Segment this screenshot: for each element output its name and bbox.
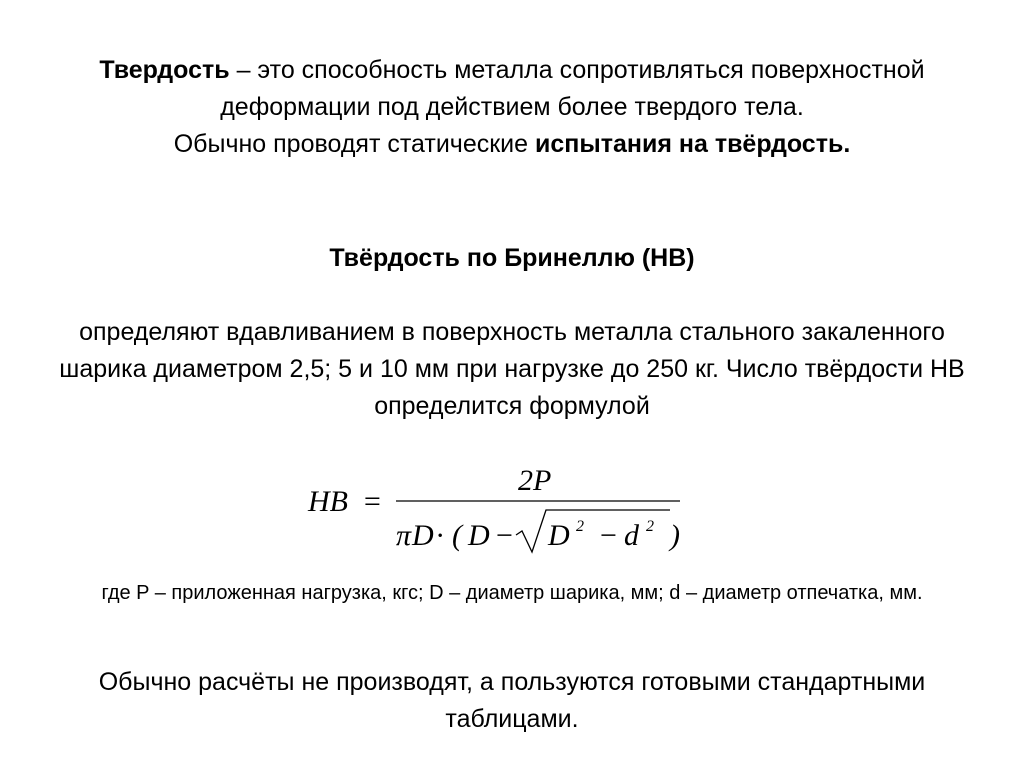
formula-lhs: HB [308, 485, 348, 518]
formula-D3: D [548, 519, 570, 552]
formula-close-paren: ) [670, 519, 680, 552]
brinell-heading: Твёрдость по Бринеллю (HB) [329, 244, 695, 272]
brinell-formula [300, 455, 700, 563]
formula-D1: D [412, 519, 434, 552]
hardness-definition: – это способность металла сопротивляться поверхностной деформации под действием более твердого тела. [220, 56, 925, 121]
intro-paragraph [40, 52, 984, 163]
formula-exp1: 2 [576, 518, 584, 535]
formula-legend: где P – приложенная нагрузка, кгс; D – диаметр шарика, мм; d – диаметр отпечатка, мм. [101, 582, 923, 604]
closing-note: Обычно расчёты не производят, а пользуются готовыми стандартными таблицами. [98, 668, 926, 733]
test-sentence-start: Обычно проводят статические [173, 130, 535, 158]
formula-svg [300, 455, 700, 563]
formula-numerator: 2P [518, 464, 552, 497]
formula-minus1: − [494, 519, 515, 552]
formula-exp2: 2 [646, 518, 654, 535]
formula-dot: · [436, 519, 444, 552]
test-sentence-bold: испытания на твёрдость. [535, 130, 851, 158]
formula-minus2: − [598, 519, 619, 552]
method-description: определяют вдавливанием в поверхность металла стального закаленного шарика диаметром 2,5; 5 и 10 мм при нагрузке до 250 кг. Число твёрдости HB определится формулой [59, 318, 965, 420]
term-hardness: Твердость [99, 56, 230, 84]
formula-equals: = [362, 485, 383, 518]
formula-open-paren: ( [452, 519, 462, 552]
formula-d: d [624, 519, 639, 552]
formula-pi: π [396, 519, 412, 552]
formula-D2: D [468, 519, 490, 552]
